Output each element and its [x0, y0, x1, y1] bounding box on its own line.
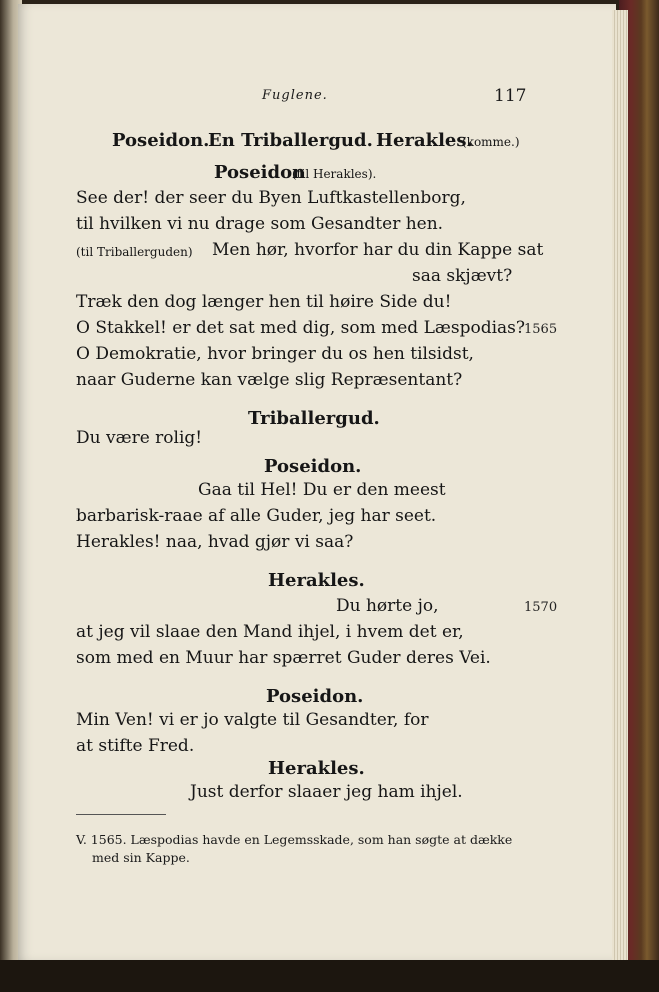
verse-line: Just derfor slaaer jeg ham ihjel.	[190, 782, 463, 802]
speaker-poseidon-2: Poseidon.	[264, 456, 362, 477]
verse-line: Gaa til Hel! Du er den meest	[198, 480, 446, 500]
verse-line: Min Ven! vi er jo valgte til Gesandter, for	[76, 710, 429, 730]
heading-triballergud: En Triballergud.	[208, 130, 373, 151]
speaker-poseidon-1: Poseidon	[214, 162, 306, 183]
footnote-line-2: med sin Kappe.	[92, 850, 190, 865]
heading-herakles: Herakles.	[376, 130, 473, 151]
verse-line: som med en Muur har spærret Guder deres Vei.	[76, 648, 491, 668]
verse-line: at jeg vil slaae den Mand ihjel, i hvem det er,	[76, 622, 464, 642]
stage-direction-1: (til Herakles).	[292, 167, 377, 181]
stage-direction-2: (til Triballerguden)	[76, 245, 193, 259]
line-number: 1570	[524, 600, 558, 615]
running-head: Fuglene.	[262, 88, 328, 103]
verse-line: Du hørte jo,	[336, 596, 439, 616]
verse-line: Men hør, hvorfor har du din Kappe sat	[212, 240, 544, 260]
footnote-rule	[76, 814, 166, 815]
verse-line: at stifte Fred.	[76, 736, 195, 756]
speaker-herakles-2: Herakles.	[268, 758, 365, 779]
footnote-line-1: V. 1565. Læspodias havde en Legemsskade, som han søgte at dække	[76, 832, 513, 847]
verse-line: naar Guderne kan vælge slig Repræsentant?	[76, 370, 463, 390]
line-number: 1565	[524, 322, 558, 337]
heading-note: (komme.)	[462, 135, 520, 149]
verse-line: til hvilken vi nu drage som Gesandter hen.	[76, 214, 444, 234]
verse-line: Du være rolig!	[76, 428, 203, 448]
verse-line: barbarisk-raae af alle Guder, jeg har seet.	[76, 506, 437, 526]
bottom-shadow	[0, 960, 659, 992]
speaker-herakles-1: Herakles.	[268, 570, 365, 591]
verse-line: Herakles! naa, hvad gjør vi saa?	[76, 532, 354, 552]
heading-poseidon: Poseidon.	[112, 130, 210, 151]
speaker-poseidon-3: Poseidon.	[266, 686, 364, 707]
verse-line: Træk den dog længer hen til høire Side du!	[76, 292, 452, 312]
verse-line: See der! der seer du Byen Luftkastellenborg,	[76, 188, 466, 208]
verse-line: O Stakkel! er det sat med dig, som med Læspodias?	[76, 318, 525, 338]
verse-line: O Demokratie, hvor bringer du os hen tilsidst,	[76, 344, 474, 364]
page-stack-edge	[612, 10, 628, 960]
page-number: 117	[494, 86, 527, 106]
verse-line: saa skjævt?	[412, 266, 513, 286]
speaker-triballergud: Triballergud.	[248, 408, 380, 429]
